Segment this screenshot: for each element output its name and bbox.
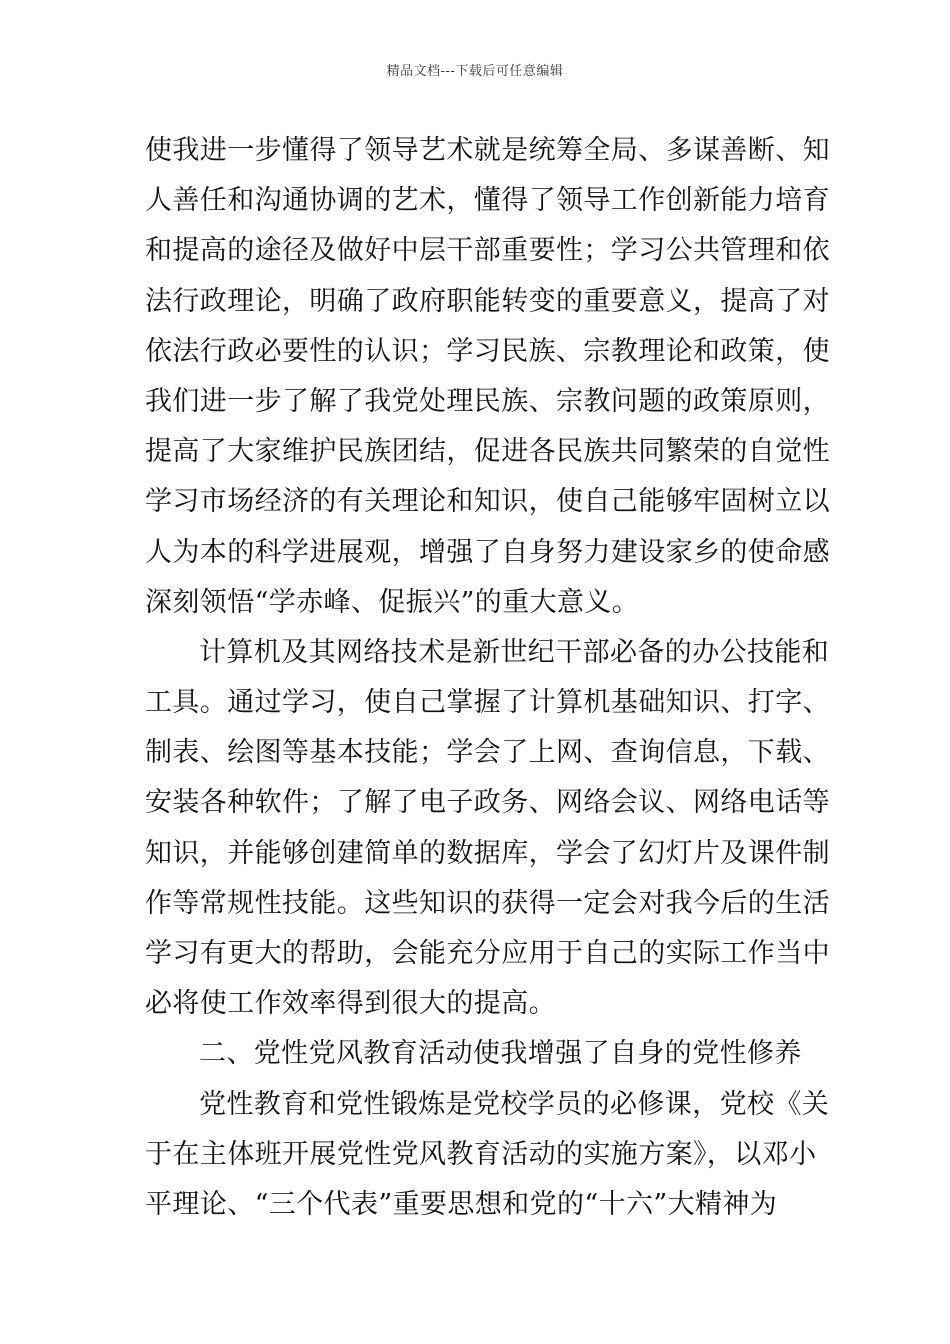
text-line: 学习有更大的帮助，会能充分应用于自己的实际工作当中 <box>145 938 830 969</box>
text-line: 使我进一步懂得了领导艺术就是统筹全局、多谋善断、知 <box>145 135 830 166</box>
text-line: 法行政理论，明确了政府职能转变的重要意义，提高了对 <box>145 285 830 317</box>
text-line: 知识，并能够创建简单的数据库，学会了幻灯片及课件制 <box>145 837 830 869</box>
page-header: 精品文档---下载后可任意编辑 <box>386 64 564 79</box>
text-line: 人善任和沟通协调的艺术，懂得了领导工作创新能力培育 <box>145 185 830 217</box>
text-line: 必将使工作效率得到很大的提高。 <box>145 988 556 1020</box>
text-line: 平理论、“三个代表”重要思想和党的“十六”大精神为 <box>145 1188 778 1220</box>
text-line: 和提高的途径及做好中层干部重要性；学习公共管理和依 <box>145 235 830 267</box>
text-line: 安装各种软件；了解了电子政务、网络会议、网络电话等 <box>145 787 830 819</box>
text-line: 制表、绘图等基本技能；学会了上网、查询信息，下载、 <box>145 737 830 769</box>
text-line: 工具。通过学习，使自己掌握了计算机基础知识、打字、 <box>145 687 830 719</box>
text-line: 深刻领悟“学赤峰、促振兴”的重大意义。 <box>145 586 640 618</box>
text-line: 我们进一步了解了我党处理民族、宗教问题的政策原则， <box>145 385 830 417</box>
text-line: 作等常规性技能。这些知识的获得一定会对我今后的生活 <box>145 887 830 919</box>
document-body <box>145 126 830 1230</box>
text-line: 依法行政必要性的认识；学习民族、宗教理论和政策，使 <box>145 335 830 367</box>
text-line: 提高了大家维护民族团结，促进各民族共同繁荣的自觉性 <box>145 436 830 468</box>
text-line: 学习市场经济的有关理论和知识，使自己能够牢固树立以 <box>145 486 830 518</box>
section-heading: 二、党性党风教育活动使我增强了自身的党性修养 <box>199 1038 802 1070</box>
text-line: 于在主体班开展党性党风教育活动的实施方案》，以邓小 <box>145 1138 817 1170</box>
text-line: 党性教育和党性锻炼是党校学员的必修课，党校《关 <box>199 1088 830 1120</box>
text-line: 计算机及其网络技术是新世纪干部必备的办公技能和 <box>199 636 830 668</box>
text-line: 人为本的科学进展观，增强了自身努力建设家乡的使命感 <box>145 536 830 568</box>
